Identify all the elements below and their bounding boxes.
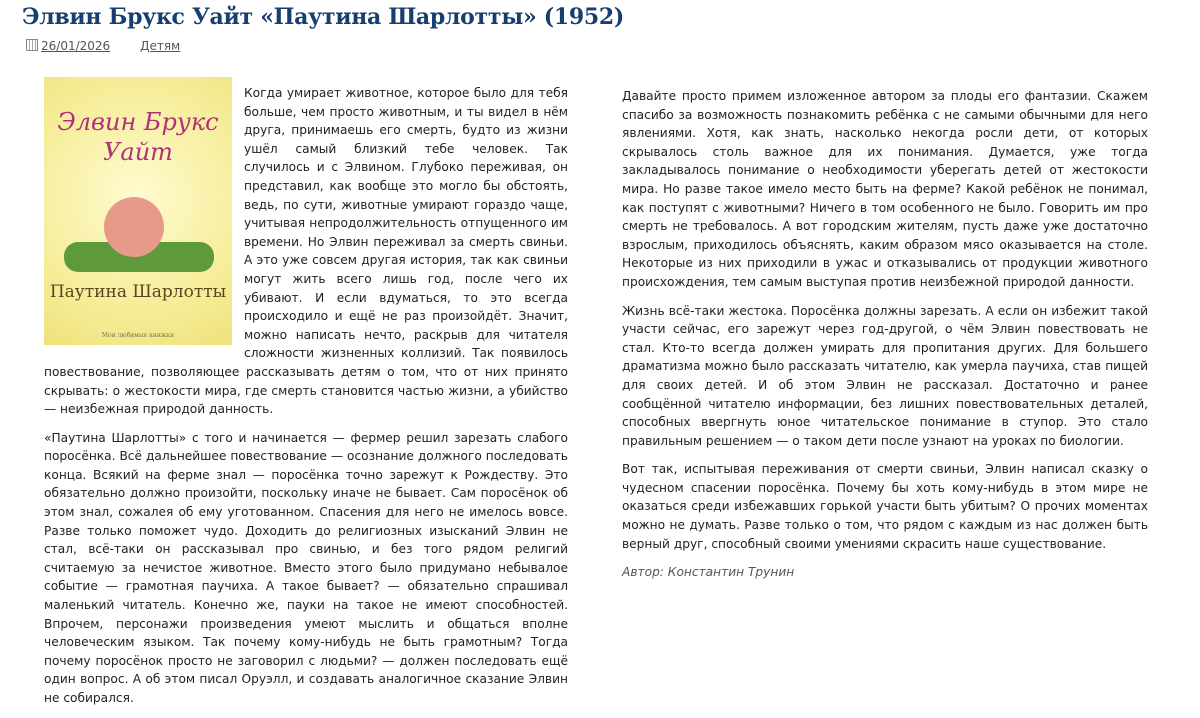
- cover-pig: [104, 197, 164, 257]
- book-cover-image: [44, 77, 232, 345]
- article-right-column: [622, 87, 1148, 592]
- article-left-column: [44, 84, 568, 718]
- paragraph: Вот так, испытывая переживания от смерти свиньи, Элвин написал сказку о чудесном спасении поросёнка. Почему бы хоть кому-нибудь в этом мире не оказаться среди избежавших горькой участи быть убитым? О прочих моментах можно не думать. Разве только о том, что рядом с каждым из нас должен быть верный друг, способный своими умениями скрасить наше существование.: [622, 462, 1148, 551]
- post-date[interactable]: 26/01/2026: [41, 39, 111, 53]
- paragraph: «Паутина Шарлотты» с того и начинается — фермер решил зарезать слабого поросёнка. Всё дальнейшее повествование — осознание должного последовать конца. Всякий на ферме знал — поросёнка точно зарежут к Рождеству. Это обязательно должно произойти, поскольку иначе не бывает. Сам поросёнок об этом знал, сожалея об ему уготованном. Спасения для него не имелось вовсе. Разве только поможет чудо. Доходить до религиозных изысканий Элвин не стал, всё-таки он рассказывал про свинью, и без того рядом религий считаемую за нечистое животное. Вместо этого было придумано небывалое событие — грамотная паучиха. А такое бывает? — обязательно спрашивал маленький читатель. Конечно же, пауки на такое не имеют способностей. Впрочем, персонажи произведения умеют мыслить и общаться вполне человеческим языком. Так почему кому-нибудь не быть грамотным? Тогда почему поросёнок просто не заговорил с людьми? — должен последовать ещё один вопрос. А об этом писал Оруэлл, и создавать аналогичное сказание Элвин не собирался.: [44, 430, 568, 705]
- category-link[interactable]: Детям: [140, 39, 181, 53]
- cover-author: Элвин Брукс Уайт: [57, 108, 219, 166]
- paragraph: Жизнь всё-таки жестока. Поросёнка должны зарезать. А если он избежит такой участи сейчас, его зарежут через год-другой, о чём Элвин повествовать не стал. Кто-то всегда должен умирать для пропитания других. Для большего драматизма можно было рассказать читателю, как умерла паучиха, став пищей для своих детей. И об этом Элвин не рассказал. Достаточно и ранее сообщённой читателю информации, без лишних повествовательных деталей, способных ввергнуть юное читательское понимание в ступор. Это стало правильным решением — о таком дети после узнают на уроках по биологии.: [622, 303, 1148, 448]
- page-title: Элвин Брукс Уайт «Паутина Шарлотты» (1952): [22, 4, 625, 30]
- author-signature: Автор: Константин Трунин: [622, 565, 795, 580]
- paragraph: Давайте просто примем изложенное автором за плоды его фантазии. Скажем спасибо за возможность познакомить ребёнка с не самыми обычными для него явлениями. Хотя, как знать, насколько некогда росли дети, от которых скрывалось столь важное для их понимания. Думается, уже тогда закладывалось понимание о необходимости уберегать детей от жестокости мира. Но разве такое имело место быть на ферме? Какой ребёнок не понимал, как поступят с животными? Ничего в том особенного не было. Говорить им про смерть не требовалось. А вот городским жителям, пусть даже уже достаточно взрослым, приходилось объяснять, каким образом мясо оказывается на столе. Некоторые из них приходили в ужас и отказывались от продукции животного происхождения, тем самым выступая против неизбежной природой данности.: [622, 89, 1148, 289]
- calendar-icon: [26, 39, 38, 51]
- post-date-link[interactable]: [26, 39, 110, 53]
- post-meta: [26, 39, 180, 53]
- cover-series: Мои любимые книжки: [101, 332, 175, 339]
- cover-title: Паутина Шарлотты: [49, 282, 227, 302]
- paragraph: Когда умирает животное, которое было для тебя больше, чем просто животным, и ты видел в нём друга, принимаешь его смерть, будто из жизни ушёл самый близкий тебе человек. Так случилось и с Элвином. Глубоко переживая, он представил, как вообще это могло бы обстоять, ведь, по сути, животные умирают гораздо чаще, учитывая непродолжительность отпущенного им времени. Но Элвин переживал за смерть свиньи. А это уже совсем другая история, так как свиньи могут жить всего лишь год, после чего их убивают. И если вдуматься, то это всегда происходило и ещё не раз произойдёт. Значит, можно написать нечто, раскрыв для читателя сложности жизненных коллизий. Так появилось повествование, позволяющее рассказывать детям о том, что от них принято скрывать: о жестокости мира, где смерть становится частью жизни, а убийство — неизбежная природой данность.: [44, 86, 568, 417]
